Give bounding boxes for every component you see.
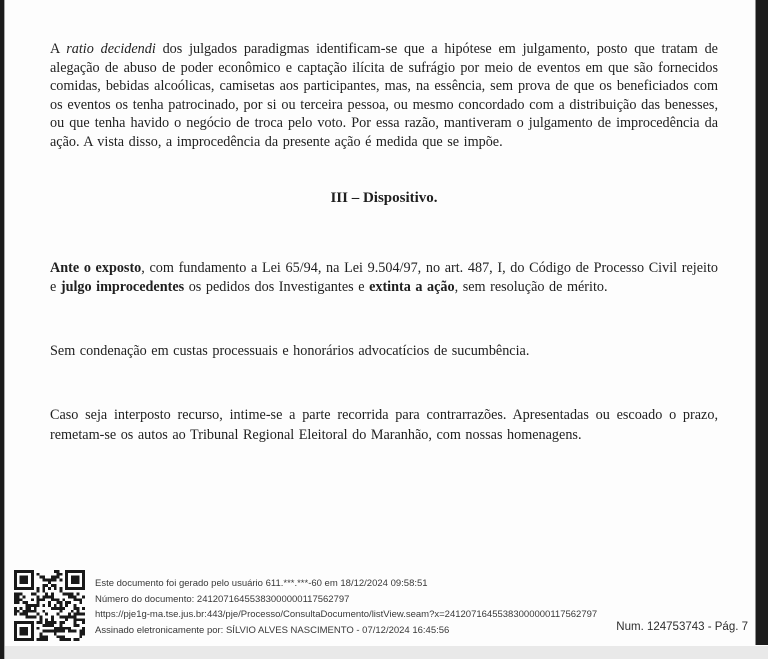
bold-phrase: julgo improcedentes bbox=[60, 279, 185, 296]
document-body bbox=[50, 0, 718, 445]
scan-bottom-strip bbox=[0, 646, 768, 659]
latin-term: ratio decidendi bbox=[66, 41, 156, 57]
paragraph-recurso: Caso seja interposto recurso, intime-se a parte recorrida para contrarrazões. Apresentadas ou escoado o prazo, remetam-se os autos ao Tribunal Regional Eleitoral do Maranhão, com nossas homenagens. bbox=[50, 407, 718, 443]
qr-code-svg bbox=[14, 570, 85, 641]
paragraph-text: , com fundamento a Lei 65/94, na Lei 9.504/97, no art. 487, I, do Código de Processo Civil rejeito e bbox=[50, 259, 718, 296]
paragraph-text: os pedidos dos Investigantes e bbox=[184, 279, 370, 296]
section-heading-dispositivo: III – Dispositivo. bbox=[330, 189, 438, 206]
qr-code-icon bbox=[14, 570, 85, 641]
scan-edge-right bbox=[755, 0, 768, 645]
document-number-line: Número do documento: 24120716455383000000117562797 bbox=[95, 593, 350, 605]
paragraph-sem-condenacao: Sem condenação em custas processuais e honorários advocatícios de sucumbência. bbox=[50, 342, 530, 359]
paragraph-ratio-decidendi bbox=[50, 40, 718, 152]
verification-url-line: https://pje1g-ma.tse.jus.br:443/pje/Processo/ConsultaDocumento/listView.seam?x=24120716455383000000117562797 bbox=[95, 609, 598, 620]
scan-edge-left bbox=[0, 0, 5, 659]
signature-line: Assinado eletronicamente por: SÍLVIO ALVES NASCIMENTO - 07/12/2024 16:45:56 bbox=[95, 624, 450, 636]
paragraph-text: dos julgados paradigmas identificam-se que a hipótese em julgamento, posto que tratam de alegação de abuso de poder econômico e captação ilícita de sufrágio por meio de eventos em que são fornecidos comidas, bebidas alcoólicas, camisetas aos participantes, mas, na essência, sem prova de que os beneficiados com os eventos os tenha patrocinado, por si ou terceira pessoa, ou mesmo concordado com a distribuição das benesses, ou que tenha havido o negócio de troca pelo voto. Por essa razão, mantiveram o julgamento de improcedência da ação. A vista disso, a improcedência da presente ação é medida que se impõe. bbox=[50, 41, 718, 150]
page-number-label: Num. 124753743 - Pág. 7 bbox=[616, 621, 748, 633]
document-metadata bbox=[95, 576, 655, 638]
generated-by-line: Este documento foi gerado pelo usuário 611.***.***-60 em 18/12/2024 09:58:51 bbox=[95, 578, 428, 589]
paragraph-ante-o-exposto bbox=[50, 259, 718, 298]
bold-phrase: Ante o exposto bbox=[50, 259, 142, 276]
bold-phrase: extinta a ação bbox=[369, 279, 455, 296]
paragraph-text: , sem resolução de mérito. bbox=[454, 279, 608, 296]
paragraph-text: A bbox=[50, 41, 67, 57]
